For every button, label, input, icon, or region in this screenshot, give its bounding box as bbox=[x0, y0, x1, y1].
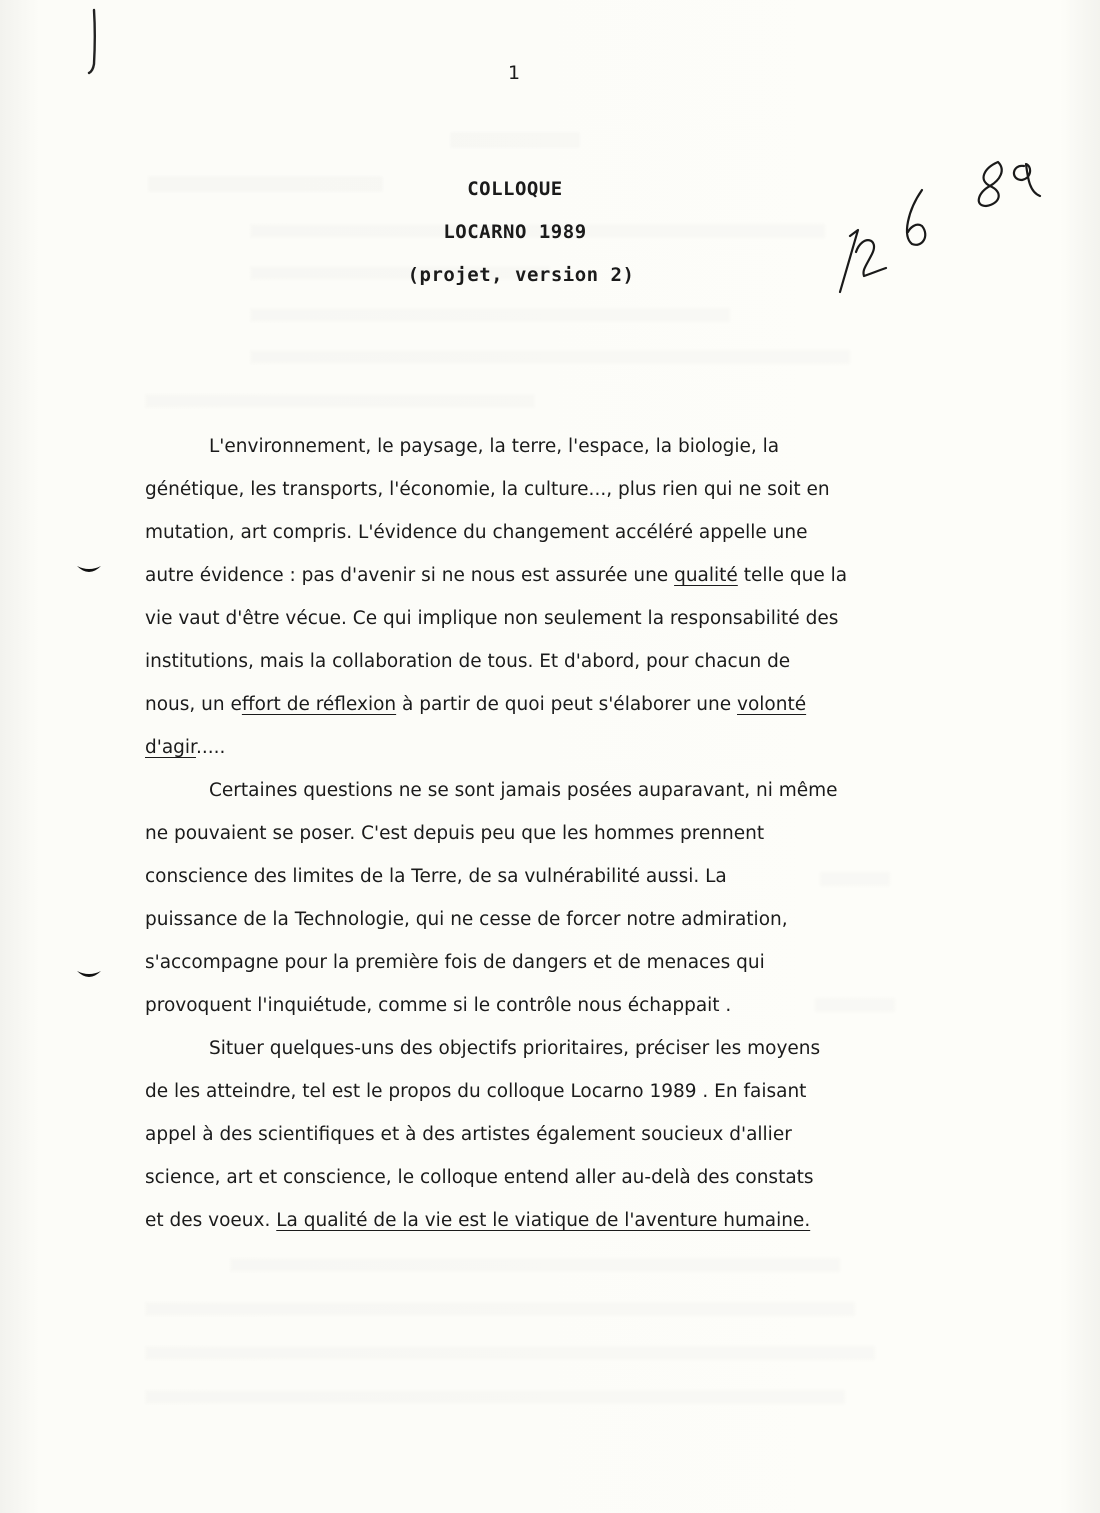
text-line: ne pouvaient se poser. C'est depuis peu que les hommes prennent bbox=[145, 823, 765, 844]
text-line: institutions, mais la collaboration de tous. Et d'abord, pour chacun de bbox=[145, 651, 791, 672]
text-line: nous, un effort de réflexion à partir de quoi peut s'élaborer une volonté bbox=[145, 694, 807, 715]
underlined-text: ffort de réflexion bbox=[241, 694, 397, 715]
underlined-text: volonté bbox=[737, 694, 807, 715]
text-line: de les atteindre, tel est le propos du colloque Locarno 1989 . En faisant bbox=[145, 1081, 807, 1102]
title-line-2: LOCARNO 1989 bbox=[443, 221, 587, 243]
punch-hole-mark bbox=[74, 965, 104, 985]
punch-hole-mark bbox=[74, 560, 104, 580]
text-line: provoquent l'inquiétude, comme si le contrôle nous échappait . bbox=[145, 995, 732, 1016]
text-line: Situer quelques-uns des objectifs prioritaires, préciser les moyens bbox=[209, 1038, 821, 1059]
paragraph-1 bbox=[145, 425, 905, 769]
text-line: et des voeux. La qualité de la vie est le viatique de l'aventure humaine. bbox=[145, 1210, 811, 1231]
title-line-3: (projet, version 2) bbox=[407, 264, 635, 286]
text-line: Certaines questions ne se sont jamais posées auparavant, ni même bbox=[209, 780, 838, 801]
paragraph-2 bbox=[145, 769, 905, 1027]
text-line: vie vaut d'être vécue. Ce qui implique non seulement la responsabilité des bbox=[145, 608, 839, 629]
text-line: d'agir..... bbox=[145, 737, 226, 758]
text-line: mutation, art compris. L'évidence du changement accéléré appelle une bbox=[145, 522, 808, 543]
text-line: génétique, les transports, l'économie, la culture..., plus rien qui ne soit en bbox=[145, 479, 830, 500]
paragraph-3 bbox=[145, 1027, 905, 1242]
text-line: appel à des scientifiques et à des artistes également soucieux d'allier bbox=[145, 1124, 792, 1145]
underlined-text: d'agir bbox=[145, 737, 196, 758]
page-number: 1 bbox=[508, 62, 521, 84]
underlined-text: qualité bbox=[674, 565, 738, 586]
text-line: L'environnement, le paysage, la terre, l'espace, la biologie, la bbox=[209, 436, 780, 457]
text-line: science, art et conscience, le colloque entend aller au-delà des constats bbox=[145, 1167, 814, 1188]
title-line-1: COLLOQUE bbox=[467, 178, 563, 200]
text-line: puissance de la Technologie, qui ne cesse de forcer notre admiration, bbox=[145, 909, 788, 930]
underlined-text: La qualité de la vie est le viatique de l'aventure humaine. bbox=[276, 1210, 811, 1231]
text-line: conscience des limites de la Terre, de sa vulnérabilité aussi. La bbox=[145, 866, 727, 887]
text-line: autre évidence : pas d'avenir si ne nous est assurée une qualité telle que la bbox=[145, 565, 848, 586]
text-line: s'accompagne pour la première fois de dangers et de menaces qui bbox=[145, 952, 765, 973]
margin-pencil-line bbox=[82, 6, 106, 76]
